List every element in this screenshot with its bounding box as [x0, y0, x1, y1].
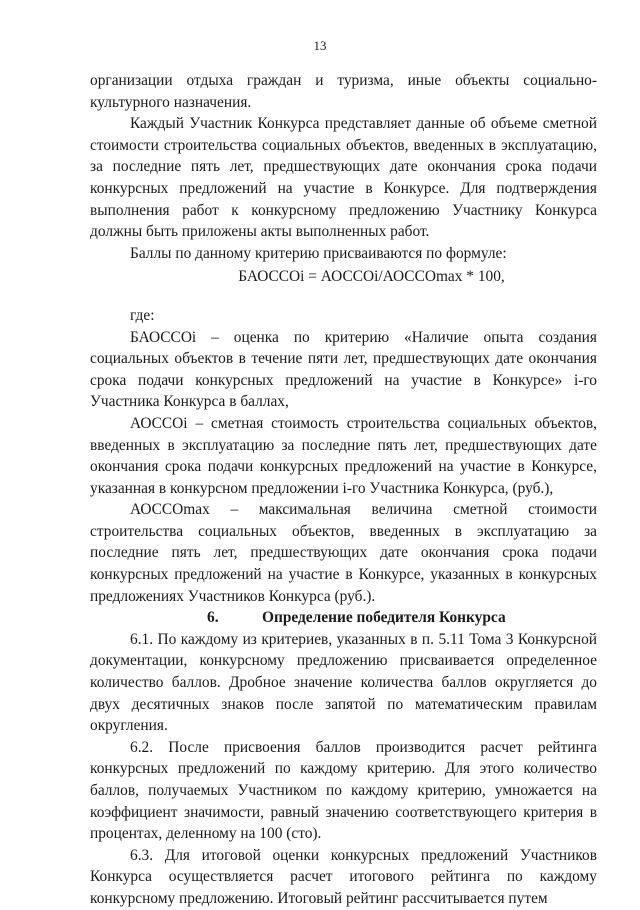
paragraph-where: где:	[130, 306, 155, 324]
clause-6-1: 6.1. По каждому из критериев, указанных в п. 5.11 Тома 3 Конкурсной документации, конкурсному предложению присваивается определенное количество баллов. Дробное значение количества баллов округляется до двух десятичных знаков после запятой по математическим правилам округления.	[90, 630, 597, 735]
section-title: Определение победителя Конкурса	[262, 609, 506, 627]
paragraph-continuation: организации отдыха граждан и туризма, иные объекты социально-культурного назначения.	[90, 72, 597, 111]
clause-6-2: 6.2. После присвоения баллов производится расчет рейтинга конкурсных предложений по каждому критерию. Для этого количество баллов, получаемых Участником по каждому критерию, умножается на коэффициент значимости, равный значению соответствующего критерия в процентах, деленному на 100 (сто).	[90, 738, 597, 843]
formula: БАОССОi = АОССОi/АОССОmax * 100,	[238, 268, 505, 286]
paragraph-participant-data: Каждый Участник Конкурса представляет данные об объеме сметной стоимости строительства социальных объектов, введенных в эксплуатацию, за последние пять лет, предшествующих дате окончания срока подачи конкурсных предложений на участие в Конкурсе. Для подтверждения выполнения работ к конкурсному предложению Участнику Конкурса должны быть приложены акты выполненных работ.	[90, 115, 597, 241]
section-number: 6.	[207, 609, 219, 627]
definition-baosso: БАОССОi – оценка по критерию «Наличие опыта создания социальных объектов в течение пяти лет, предшествующих дате окончания срока подачи конкурсных предложений на участие в Конкурсе» i-го Участника Конкурса в баллах,	[90, 328, 597, 411]
clause-6-3: 6.3. Для итоговой оценки конкурсных предложений Участников Конкурса осуществляется расчет итогового рейтинга по каждому конкурсному предложению. Итоговый рейтинг рассчитывается путем	[90, 846, 597, 907]
definition-aosso-max: АОССОmax – максимальная величина сметной стоимости строительства социальных объектов, введенных в эксплуатацию за последние пять лет, предшествующих дате окончания срока подачи конкурсных предложений на участие в Конкурсе, указанных в конкурсных предложениях Участников Конкурса (руб.).	[90, 501, 597, 605]
section-heading	[90, 607, 597, 629]
document-body	[90, 70, 597, 910]
paragraph-formula-intro: Баллы по данному критерию присваиваются по формуле:	[130, 244, 507, 262]
definition-aosso: АОССОi – сметная стоимость строительства социальных объектов, введенных в эксплуатацию за последние пять лет, предшествующих дате окончания срока подачи конкурсных предложений на участие в Конкурсе, указанная в конкурсном предложении i-го Участника Конкурса, (руб.),	[90, 414, 597, 497]
page-number: 13	[313, 38, 327, 53]
